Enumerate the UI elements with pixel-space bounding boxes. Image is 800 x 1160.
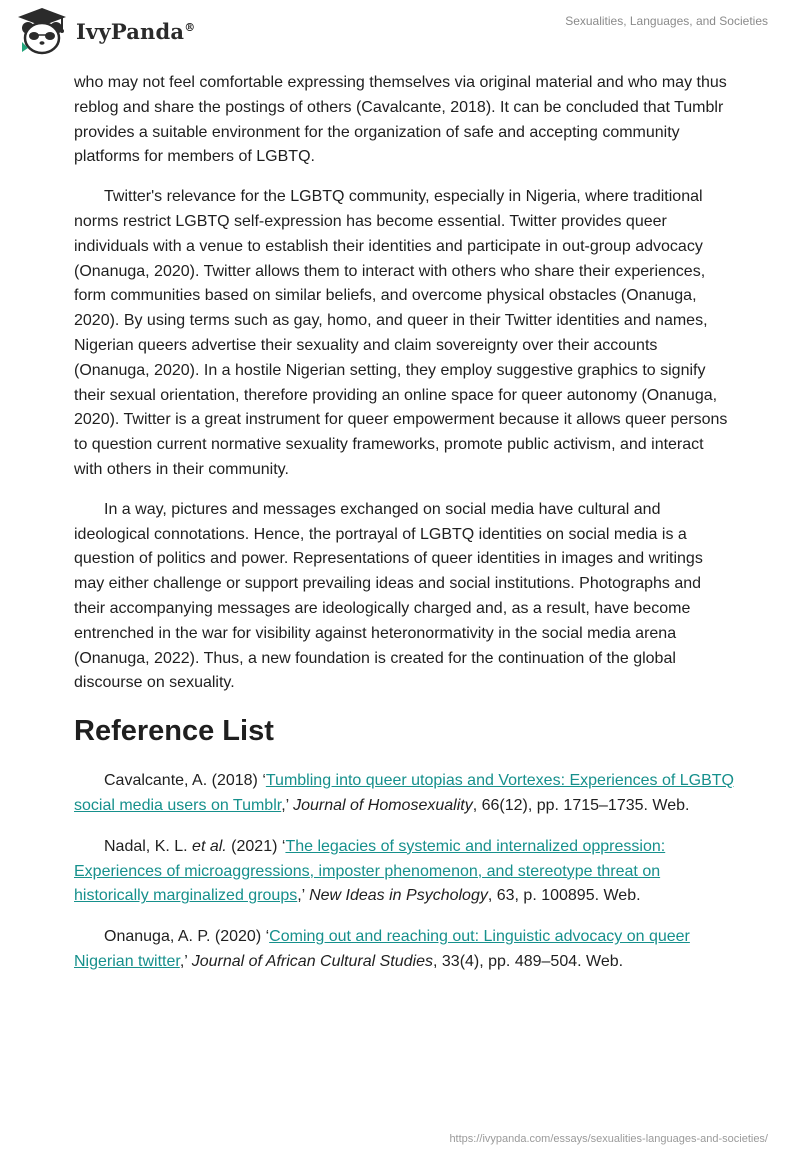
- brand-name: IvyPanda®: [76, 18, 196, 44]
- paragraph-1: who may not feel comfortable expressing themselves via original material and who may thus reblog and share the postings of others (Cavalcante, 2018). It can be concluded that Tumblr provides a suitable environment for the organization of safe and accepting community platforms for members of LGBTQ.: [74, 74, 727, 166]
- et-al-text: et al.: [192, 837, 227, 855]
- journal-title-2: New Ideas in Psychology: [309, 887, 488, 905]
- reference-item-1: Cavalcante, A. (2018) ‘Tumbling into queer utopias and Vortexes: Experiences of LGBTQ social media users on Tumblr,’ Journal of Homosexuality, 66(12), pp. 1715–1735. Web.: [74, 772, 734, 814]
- journal-title-3: Journal of African Cultural Studies: [191, 952, 433, 970]
- brand-logo[interactable]: [14, 6, 195, 56]
- reference-link-1[interactable]: Tumbling into queer utopias and Vortexes: Experiences of LGBTQ social media users on Tumblr: [74, 772, 734, 814]
- page-header: [0, 0, 800, 62]
- paragraph-2: Twitter's relevance for the LGBTQ community, especially in Nigeria, where traditional norms restrict LGBTQ self-expression has become essential. Twitter provides queer individuals with a venue to establish their identities and participate in out-group advocacy (Onanuga, 2020). Twitter allows them to interact with others who share their experiences, form communities based on similar beliefs, and overcome physical obstacles (Onanuga, 2020). By using terms such as gay, homo, and queer in their Twitter identities and names, Nigerian queers advertise their sexuality and claim sovereignty over their accounts (Onanuga, 2020). In a hostile Nigerian setting, they employ suggestive graphics to signify their sexual orientation, therefore providing an online space for queer autonomy (Onanuga, 2020). Twitter is a great instrument for queer empowerment because it allows queer persons to question current normative sexuality frameworks, promote public activism, and interact with others in their community.: [74, 188, 728, 478]
- essay-content: [74, 71, 734, 991]
- reference-item-2: Nadal, K. L. et al. (2021) ‘The legacies of systemic and internalized oppression: Experiences of microaggressions, imposter phenomenon, and stereotype threat on historically marginalized groups,’ New Ideas in Psychology, 63, p. 100895. Web.: [74, 837, 666, 905]
- panda-graduate-logo-icon: [14, 6, 70, 56]
- reference-link-2[interactable]: The legacies of systemic and internalized oppression: Experiences of microaggressions, imposter phenomenon, and stereotype threat on historically marginalized groups: [74, 837, 666, 905]
- reference-link-3[interactable]: Coming out and reaching out: Linguistic advocacy on queer Nigerian twitter: [74, 928, 690, 970]
- reference-list-heading: Reference List: [74, 715, 274, 748]
- journal-title-1: Journal of Homosexuality: [293, 796, 473, 814]
- document-title: Sexualities, Languages, and Societies: [565, 14, 768, 28]
- reference-item-3: Onanuga, A. P. (2020) ‘Coming out and reaching out: Linguistic advocacy on queer Nigerian twitter,’ Journal of African Cultural Studies, 33(4), pp. 489–504. Web.: [74, 928, 690, 970]
- paragraph-3: In a way, pictures and messages exchanged on social media have cultural and ideological connotations. Hence, the portrayal of LGBTQ identities on social media is a question of politics and power. Representations of queer identities in images and writings may either challenge or support prevailing ideas and social institutions. Photographs and their accompanying messages are ideologically charged and, as a result, have become entrenched in the war for visibility against heteronormativity in the social media arena (Onanuga, 2022). Thus, a new foundation is created for the continuation of the global discourse on sexuality.: [74, 500, 703, 692]
- footer-url[interactable]: https://ivypanda.com/essays/sexualities-languages-and-societies/: [449, 1133, 768, 1145]
